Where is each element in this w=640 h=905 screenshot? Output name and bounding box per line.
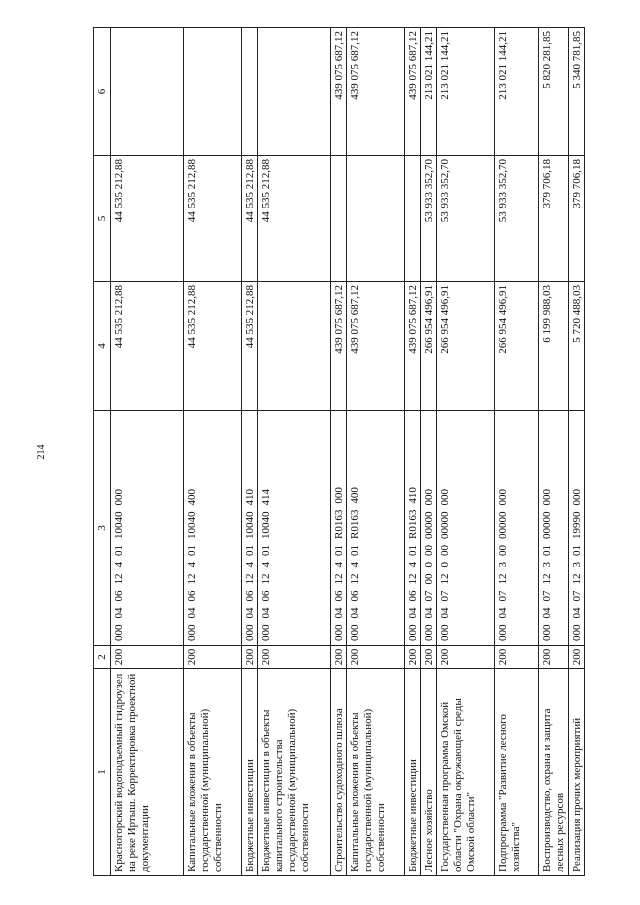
amount-col6-cell: 439 075 687,12 — [347, 28, 405, 156]
amount-col6-cell: 5 340 781,85 — [569, 28, 585, 156]
code-part: 000 — [333, 624, 345, 641]
classification-code — [260, 411, 273, 641]
code-part: 3 — [497, 562, 509, 568]
amount-col4-cell: 266 954 496,91 — [437, 282, 495, 411]
table-row — [405, 28, 421, 876]
amount-col5-cell: 53 933 352,70 — [495, 156, 539, 282]
code-part: 10040 — [260, 511, 272, 539]
code-part: 12 — [186, 573, 198, 585]
amount-col5-cell: 53 933 352,70 — [421, 156, 437, 282]
classification-code — [349, 411, 362, 641]
amount-col4-cell: 44 535 212,88 — [242, 282, 258, 411]
code-part: 04 — [186, 607, 198, 619]
code-part: 07 — [439, 590, 451, 602]
budget-classification-cell — [331, 411, 347, 646]
code-part: 01 — [541, 545, 553, 556]
code-part: 410 — [244, 489, 256, 506]
admin-code-cell: 200 — [184, 646, 242, 669]
code-part: 4 — [186, 562, 198, 568]
table-row — [242, 28, 258, 876]
budget-table-body — [94, 28, 585, 876]
admin-code-cell: 200 — [421, 646, 437, 669]
code-part: 000 — [260, 624, 272, 641]
budget-classification-cell — [437, 411, 495, 646]
amount-col4-cell: 44 535 212,88 — [184, 282, 242, 411]
classification-code — [407, 411, 420, 641]
amount-col5-cell: 44 535 212,88 — [242, 156, 258, 282]
code-part: 06 — [349, 590, 361, 602]
amount-col4-cell — [258, 282, 331, 411]
code-part: 01 — [113, 545, 125, 556]
code-part: 06 — [244, 590, 256, 602]
amount-col5-cell — [405, 156, 421, 282]
amount-col5-cell: 53 933 352,70 — [437, 156, 495, 282]
budget-classification-cell — [242, 411, 258, 646]
code-part: 06 — [407, 590, 419, 602]
code-part: 000 — [571, 624, 583, 641]
code-part: 04 — [407, 607, 419, 619]
row-name-cell: Красногорский водоподъемный гидроузел на реке Иртыш. Корректировка проектной документации — [111, 669, 184, 876]
amount-col5-cell: 44 535 212,88 — [184, 156, 242, 282]
code-part: 01 — [260, 545, 272, 556]
code-part: 4 — [113, 562, 125, 568]
table-row — [111, 28, 184, 876]
code-part: 06 — [186, 590, 198, 602]
amount-col5-cell: 379 706,18 — [539, 156, 569, 282]
code-part: 04 — [423, 607, 435, 619]
code-part: 12 — [497, 573, 509, 585]
admin-code-cell: 200 — [242, 646, 258, 669]
amount-col6-cell: 213 021 144,21 — [495, 28, 539, 156]
code-part: 01 — [407, 545, 419, 556]
code-part: 04 — [260, 607, 272, 619]
code-part: 000 — [439, 624, 451, 641]
header-row — [94, 28, 111, 876]
amount-col6-cell: 213 021 144,21 — [437, 28, 495, 156]
code-part: 000 — [439, 489, 451, 506]
code-part: 000 — [333, 487, 345, 504]
code-part: 000 — [244, 624, 256, 641]
code-part: 00 — [497, 545, 509, 556]
row-name-cell: Государственная программа Омской области "Охрана окружающей среды Омской области" — [437, 669, 495, 876]
code-part: 00 — [423, 573, 435, 585]
row-name-cell: Лесное хозяйство — [421, 669, 437, 876]
code-part: 04 — [497, 607, 509, 619]
table-row — [347, 28, 405, 876]
amount-col5-cell: 44 535 212,88 — [258, 156, 331, 282]
code-part: 4 — [260, 562, 272, 568]
header-cell: 3 — [94, 411, 111, 646]
budget-classification-cell — [569, 411, 585, 646]
classification-code — [113, 411, 126, 641]
budget-classification-cell — [258, 411, 331, 646]
code-part: 01 — [186, 545, 198, 556]
table-row — [539, 28, 569, 876]
code-part: 000 — [349, 624, 361, 641]
classification-code — [244, 411, 257, 641]
code-part: 04 — [571, 607, 583, 619]
code-part: 10040 — [244, 511, 256, 539]
code-part: 10040 — [186, 511, 198, 539]
admin-code-cell: 200 — [539, 646, 569, 669]
code-part: 000 — [497, 624, 509, 641]
amount-col6-cell: 5 820 281,85 — [539, 28, 569, 156]
admin-code-cell: 200 — [495, 646, 539, 669]
code-part: 12 — [407, 573, 419, 585]
code-part: R0163 — [349, 509, 361, 539]
admin-code-cell: 200 — [569, 646, 585, 669]
amount-col4-cell: 44 535 212,88 — [111, 282, 184, 411]
amount-col6-cell — [242, 28, 258, 156]
code-part: 12 — [571, 573, 583, 585]
code-part: 000 — [423, 624, 435, 641]
code-part: 01 — [571, 545, 583, 556]
table-row — [258, 28, 331, 876]
code-part: 00 — [439, 545, 451, 556]
code-part: 04 — [333, 607, 345, 619]
amount-col4-cell: 266 954 496,91 — [495, 282, 539, 411]
amount-col4-cell: 5 720 488,03 — [569, 282, 585, 411]
amount-col4-cell: 266 954 496,91 — [421, 282, 437, 411]
code-part: 414 — [260, 489, 272, 506]
amount-col4-cell: 439 075 687,12 — [347, 282, 405, 411]
code-part: 04 — [439, 607, 451, 619]
page-number: 214 — [36, 444, 47, 460]
row-name-cell: Реализация прочих мероприятий — [569, 669, 585, 876]
admin-code-cell: 200 — [347, 646, 405, 669]
code-part: 04 — [349, 607, 361, 619]
amount-col4-cell: 6 199 988,03 — [539, 282, 569, 411]
budget-table — [93, 27, 585, 876]
row-name-cell: Воспроизводство, охрана и защита лесных ресурсов — [539, 669, 569, 876]
code-part: 4 — [349, 562, 361, 568]
table-row — [184, 28, 242, 876]
amount-col6-cell — [258, 28, 331, 156]
admin-code-cell: 200 — [437, 646, 495, 669]
admin-code-cell: 200 — [331, 646, 347, 669]
amount-col6-cell — [184, 28, 242, 156]
header-cell: 1 — [94, 669, 111, 876]
classification-code — [541, 411, 554, 641]
classification-code — [497, 411, 510, 641]
admin-code-cell: 200 — [111, 646, 184, 669]
code-part: 000 — [407, 624, 419, 641]
code-part: 0 — [423, 562, 435, 568]
code-part: 4 — [244, 562, 256, 568]
header-cell: 4 — [94, 282, 111, 411]
code-part: 01 — [349, 545, 361, 556]
row-name-cell: Капитальные вложения в объекты государственной (муниципальной) собственности — [184, 669, 242, 876]
rotated-table-container — [93, 28, 583, 876]
code-part: R0163 — [333, 509, 345, 539]
row-name-cell: Строительство судоходного шлюза — [331, 669, 347, 876]
code-part: 000 — [113, 489, 125, 506]
code-part: 04 — [244, 607, 256, 619]
code-part: 00000 — [541, 511, 553, 539]
code-part: 000 — [423, 489, 435, 506]
code-part: 000 — [186, 624, 198, 641]
amount-col5-cell: 44 535 212,88 — [111, 156, 184, 282]
code-part: 12 — [333, 573, 345, 585]
budget-classification-cell — [184, 411, 242, 646]
amount-col6-cell — [111, 28, 184, 156]
row-name-cell: Подпрограмма "Развитие лесного хозяйства" — [495, 669, 539, 876]
header-cell: 6 — [94, 28, 111, 156]
code-part: 04 — [113, 607, 125, 619]
header-cell: 2 — [94, 646, 111, 669]
budget-classification-cell — [421, 411, 437, 646]
code-part: 00000 — [439, 511, 451, 539]
admin-code-cell: 200 — [258, 646, 331, 669]
code-part: 000 — [541, 624, 553, 641]
code-part: 4 — [333, 562, 345, 568]
code-part: 19990 — [571, 511, 583, 539]
code-part: 07 — [571, 590, 583, 602]
code-part: 000 — [571, 489, 583, 506]
classification-code — [333, 411, 346, 641]
code-part: 07 — [497, 590, 509, 602]
row-name-cell: Бюджетные инвестиции — [405, 669, 421, 876]
amount-col5-cell — [347, 156, 405, 282]
amount-col6-cell: 213 021 144,21 — [421, 28, 437, 156]
code-part: 0 — [439, 562, 451, 568]
code-part: 12 — [113, 573, 125, 585]
code-part: 410 — [407, 487, 419, 504]
header-cell: 5 — [94, 156, 111, 282]
code-part: 06 — [260, 590, 272, 602]
code-part: 000 — [497, 489, 509, 506]
budget-classification-cell — [347, 411, 405, 646]
code-part: 000 — [541, 489, 553, 506]
code-part: R0163 — [407, 509, 419, 539]
code-part: 07 — [423, 590, 435, 602]
classification-code — [571, 411, 584, 641]
code-part: 06 — [333, 590, 345, 602]
table-row — [331, 28, 347, 876]
code-part: 00000 — [497, 511, 509, 539]
table-row — [495, 28, 539, 876]
code-part: 4 — [407, 562, 419, 568]
row-name-cell: Бюджетные инвестиции — [242, 669, 258, 876]
code-part: 00 — [423, 545, 435, 556]
table-row — [421, 28, 437, 876]
code-part: 07 — [541, 590, 553, 602]
budget-classification-cell — [495, 411, 539, 646]
amount-col4-cell: 439 075 687,12 — [331, 282, 347, 411]
code-part: 01 — [244, 545, 256, 556]
code-part: 01 — [333, 545, 345, 556]
classification-code — [186, 411, 199, 641]
code-part: 400 — [186, 489, 198, 506]
table-row — [569, 28, 585, 876]
code-part: 00000 — [423, 511, 435, 539]
budget-classification-cell — [539, 411, 569, 646]
code-part: 3 — [541, 562, 553, 568]
row-name-cell: Капитальные вложения в объекты государственной (муниципальной) собственности — [347, 669, 405, 876]
classification-code — [439, 411, 452, 641]
code-part: 12 — [244, 573, 256, 585]
code-part: 000 — [113, 624, 125, 641]
document-page — [93, 28, 583, 876]
amount-col4-cell: 439 075 687,12 — [405, 282, 421, 411]
code-part: 12 — [260, 573, 272, 585]
table-row — [437, 28, 495, 876]
code-part: 06 — [113, 590, 125, 602]
code-part: 04 — [541, 607, 553, 619]
amount-col6-cell: 439 075 687,12 — [331, 28, 347, 156]
admin-code-cell: 200 — [405, 646, 421, 669]
budget-classification-cell — [111, 411, 184, 646]
amount-col6-cell: 439 075 687,12 — [405, 28, 421, 156]
amount-col5-cell: 379 706,18 — [569, 156, 585, 282]
classification-code — [423, 411, 436, 641]
budget-classification-cell — [405, 411, 421, 646]
row-name-cell: Бюджетные инвестиции в объекты капитального строительства государственной (муниципальной) собственности — [258, 669, 331, 876]
code-part: 12 — [541, 573, 553, 585]
code-part: 10040 — [113, 511, 125, 539]
code-part: 12 — [349, 573, 361, 585]
code-part: 400 — [349, 487, 361, 504]
code-part: 12 — [439, 573, 451, 585]
amount-col5-cell — [331, 156, 347, 282]
code-part: 3 — [571, 562, 583, 568]
